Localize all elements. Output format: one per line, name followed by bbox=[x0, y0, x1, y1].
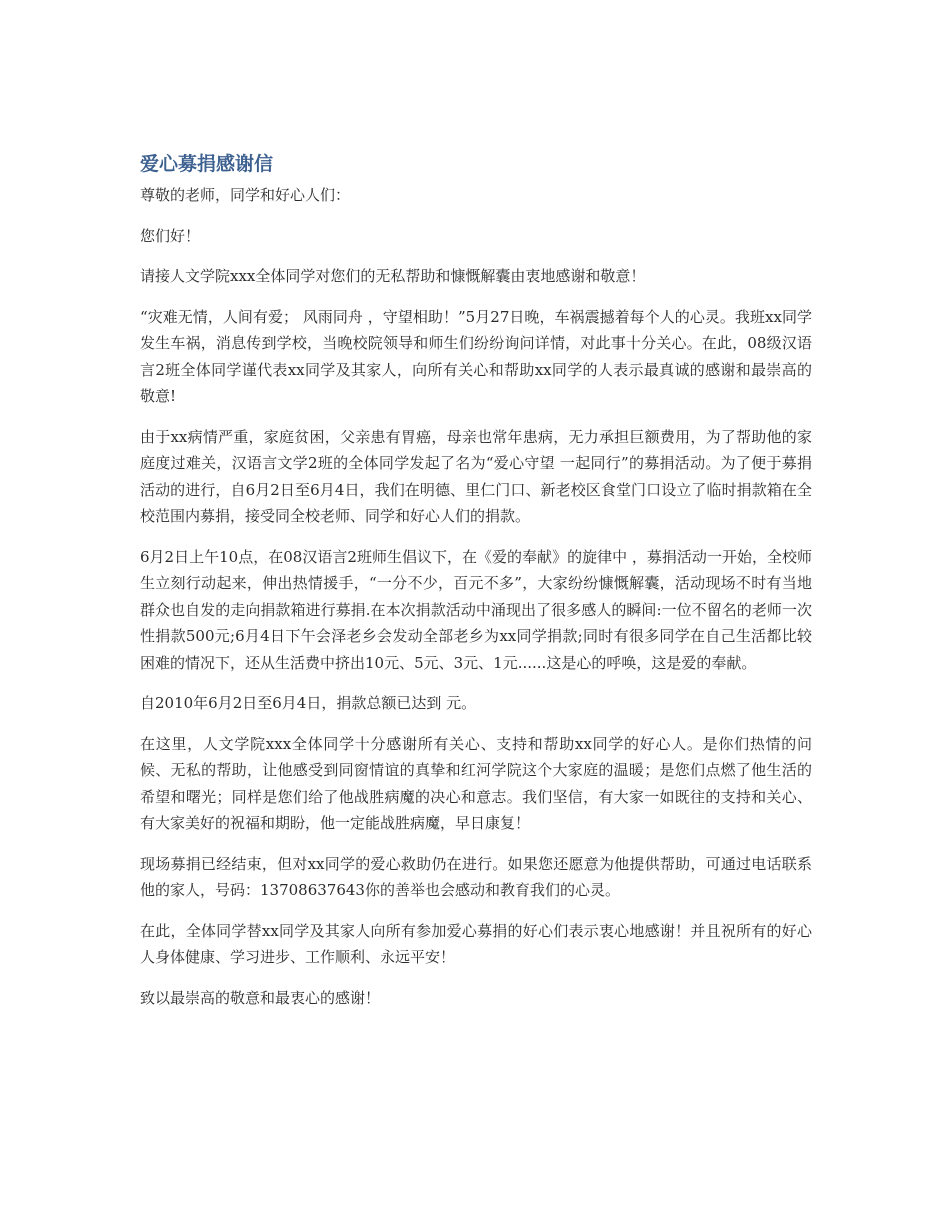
letter-salutation: 尊敬的老师，同学和好心人们： bbox=[140, 186, 351, 204]
letter-page bbox=[140, 150, 812, 1025]
paragraph-event: 6月2日上午10点，在08汉语言2班师生倡议下，在《爱的奉献》的旋律中 ，募捐活动一开始，全校师生立刻行动起来，伸出热情援手，“一分不少，百元不多”，大家纷纷慷慨解囊，活动现场不时有当地群众也自发的走向捐款箱进行募捐.在本次捐款活动中涌现出了很多感人的瞬间:一位不留名的老师一次性捐款500元;6月4日下午会泽老乡会发动全部老乡为xx同学捐款;同时有很多同学在自己生活都比较困难的情况下，还从生活费中挤出10元、5元、3元、1元......这是心的呼唤，这是爱的奉献。 bbox=[140, 547, 812, 672]
paragraph-greeting: 您们好！ bbox=[140, 226, 201, 245]
paragraph-total: 自2010年6月2日至6月4日，捐款总额已达到 元。 bbox=[140, 694, 477, 712]
paragraph-closing: 致以最崇高的敬意和最衷心的感谢！ bbox=[140, 988, 381, 1007]
paragraph-accident: “灾难无情，人间有爱； 风雨同舟 ，守望相助！”5月27日晚，车祸震撼着每个人的心灵。我班xx同学发生车祸，消息传到学校，当晚校院领导和师生们纷纷询问详情，对此事十分关心。在此，08级汉语言2班全体同学谨代表xx同学及其家人，向所有关心和帮助xx同学的人表示最真诚的感谢和最崇高的敬意! bbox=[140, 307, 812, 405]
paragraph-thanks: 请接人文学院xxx全体同学对您们的无私帮助和慷慨解囊由衷地感谢和敬意！ bbox=[140, 267, 646, 285]
paragraph-wishes: 在此，全体同学替xx同学及其家人向所有参加爱心募捐的好心们表示衷心地感谢！并且祝所有的好心人身体健康、学习进步、工作顺利、永远平安！ bbox=[140, 921, 812, 966]
paragraph-background: 由于xx病情严重，家庭贫困，父亲患有胃癌，母亲也常年患病，无力承担巨额费用，为了帮助他的家庭度过难关，汉语言文学2班的全体同学发起了名为“爱心守望 一起同行”的募捐活动。为了便于募捐活动的进行，自6月2日至6月4日，我们在明德、里仁门口、新老校区食堂门口设立了临时捐款箱在全校范围内募捐，接受同全校老师、同学和好心人们的捐款。 bbox=[140, 427, 812, 525]
paragraph-contact: 现场募捐已经结束，但对xx同学的爱心救助仍在进行。如果您还愿意为他提供帮助，可通过电话联系他的家人，号码：13708637643你的善举也会感动和教育我们的心灵。 bbox=[140, 854, 812, 899]
letter-title: 爱心募捐感谢信 bbox=[140, 153, 274, 175]
paragraph-gratitude: 在这里，人文学院xxx全体同学十分感谢所有关心、支持和帮助xx同学的好心人。是你们热情的问候、无私的帮助，让他感受到同窗情谊的真挚和红河学院这个大家庭的温暖；是您们点燃了他生活的希望和曙光；同样是您们给了他战胜病魔的决心和意志。我们坚信，有大家一如既往的支持和关心、有大家美好的祝福和期盼，他一定能战胜病魔，早日康复！ bbox=[140, 734, 812, 832]
